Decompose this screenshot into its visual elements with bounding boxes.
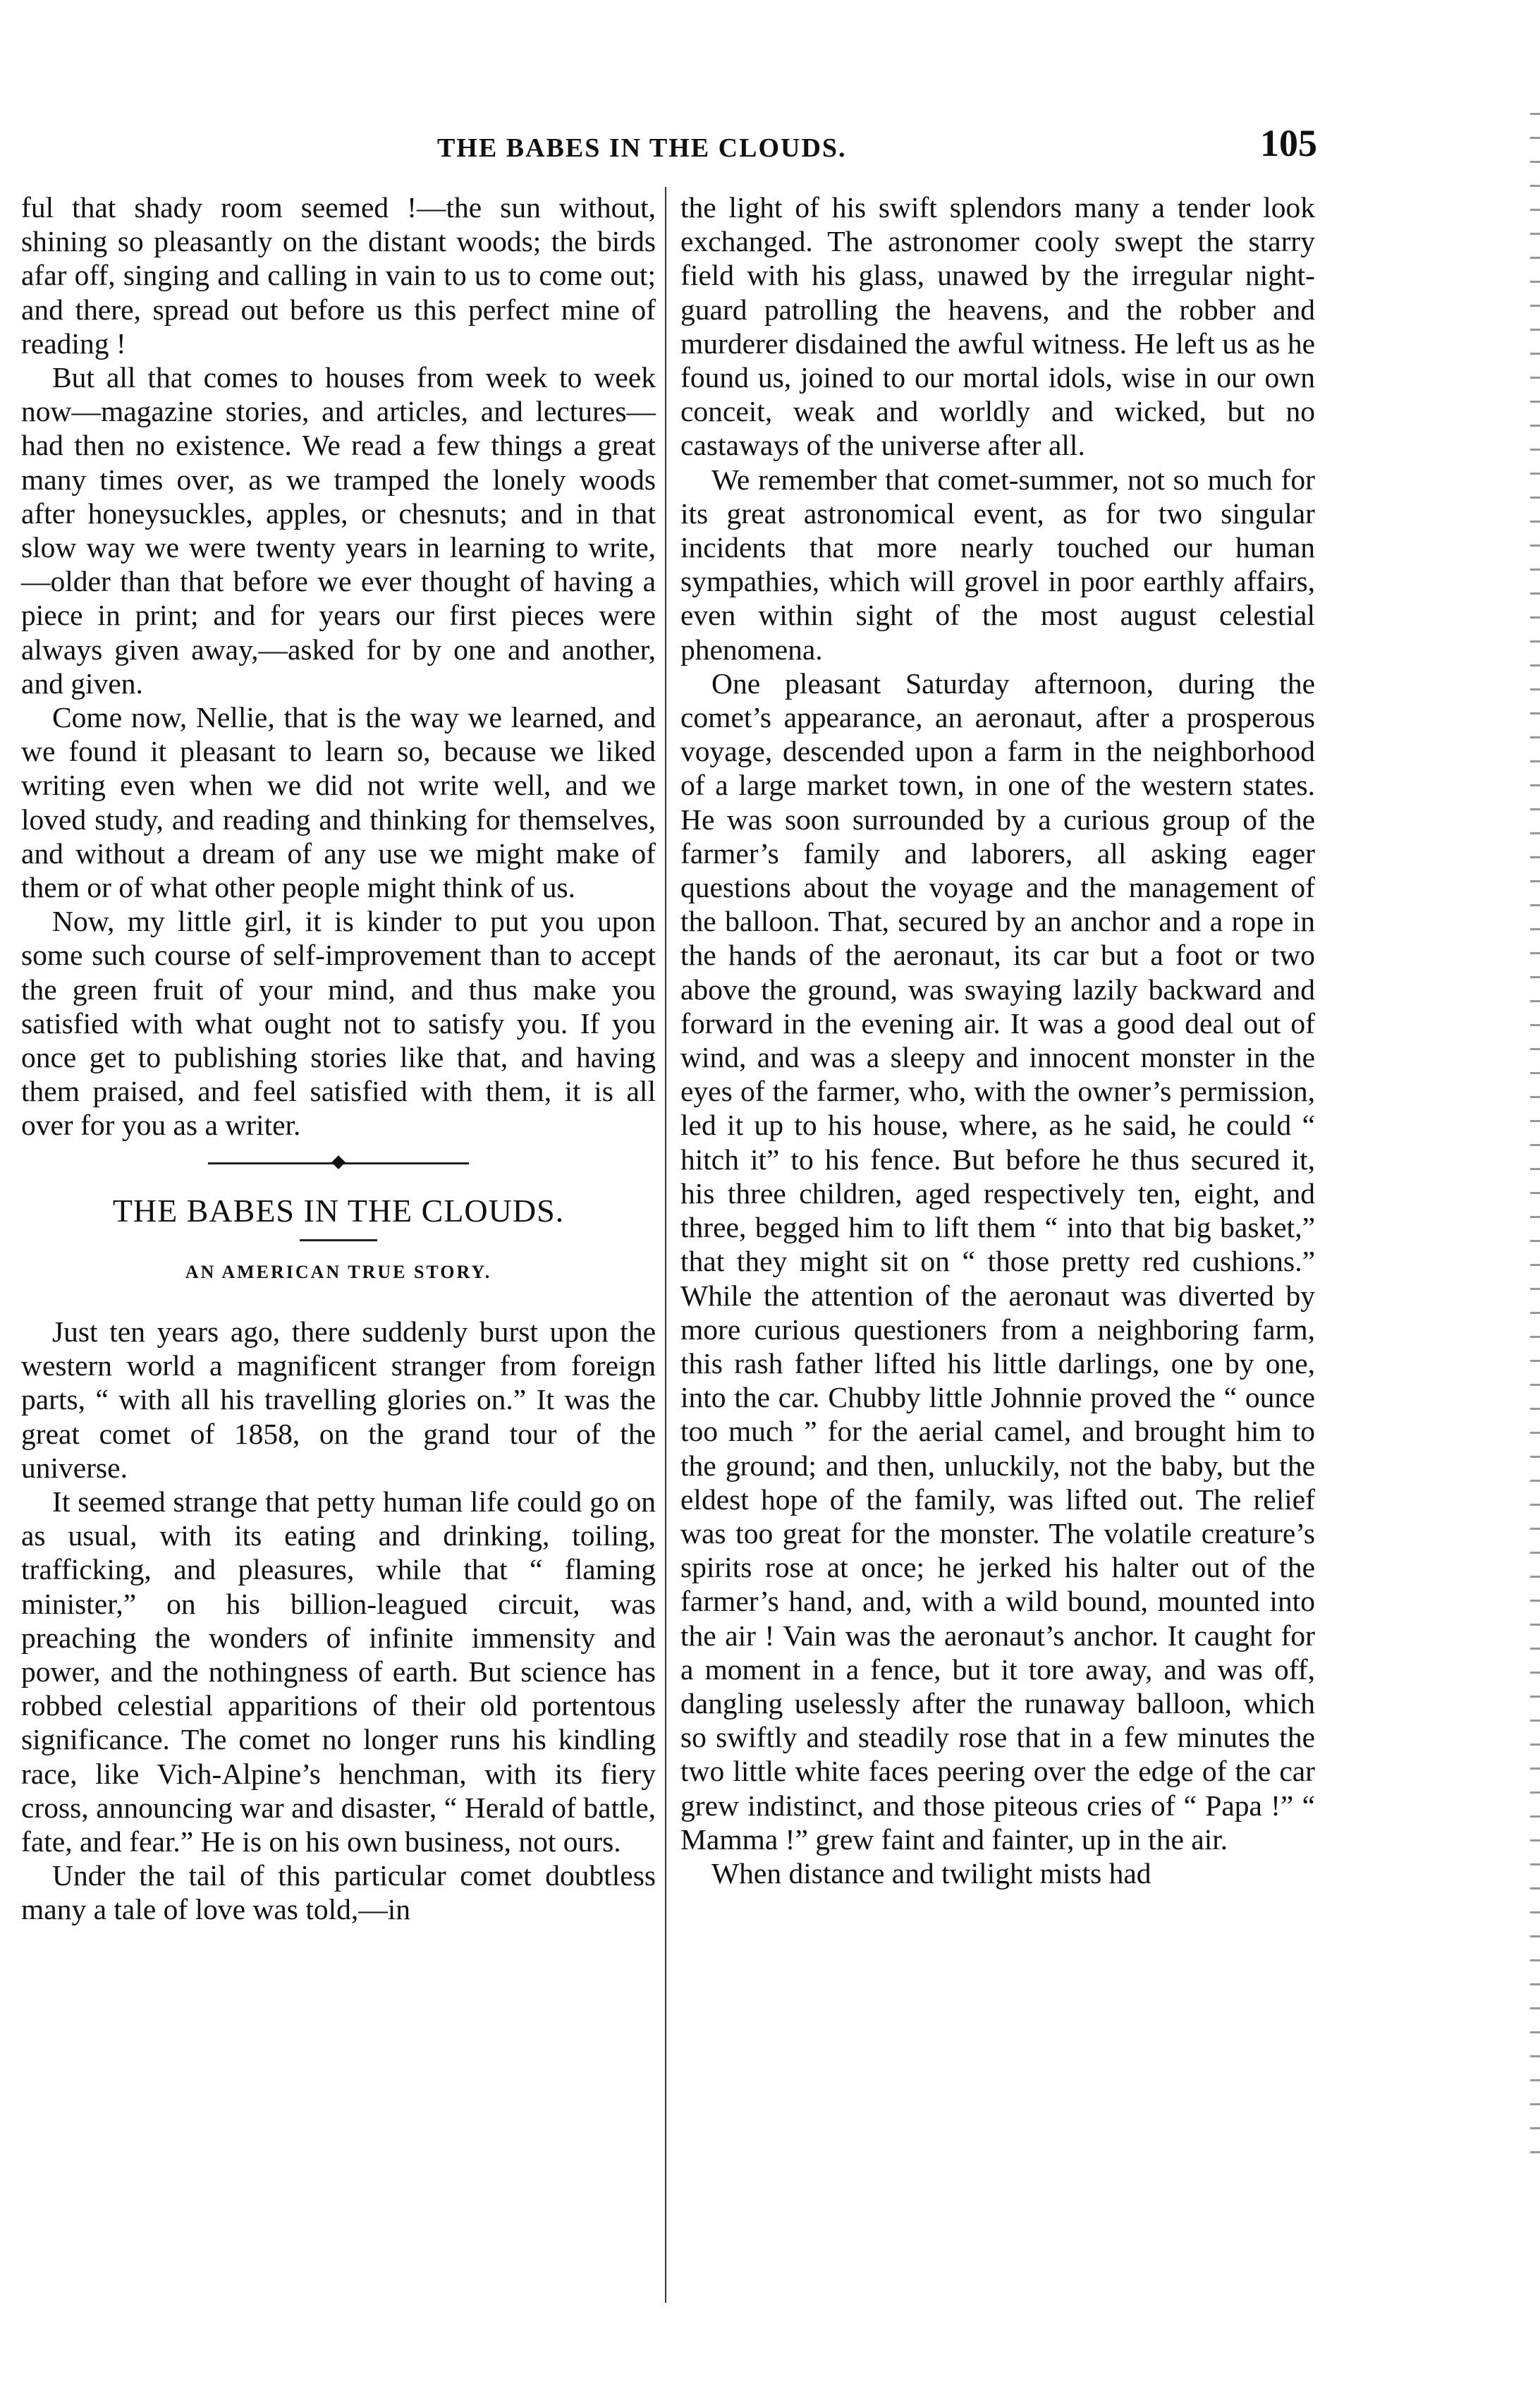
paragraph: the light of his swift splendors many a tender look exchanged. The astronomer cooly swept the starry field with his glass, unawed by the irregular night-guard patrolling the heavens, and the robber and murderer disdained the awful witness. He left us as he found us, joined to our mortal idols, wise in our own conceit, weak and worldly and wicked, but no castaways of the universe after all. [680,191,1315,462]
paragraph: Come now, Nellie, that is the way we learned, and we found it pleasant to learn so, because we liked writing even when we did not write well, and we loved study, and reading and thinking for themselves, and without a dream of any use we might make of them or of what other people might think of us. [21,701,656,904]
paragraph: One pleasant Saturday afternoon, during the comet’s appearance, an aeronaut, after a prosperous voyage, descended upon a farm in the neighborhood of a large market town, in one of the western states. He was soon surrounded by a curious group of the farmer’s family and laborers, all asking eager questions about the voyage and the management of the balloon. That, secured by an anchor and a rope in the hands of the aeronaut, its car but a foot or two above the ground, was swaying lazily backward and forward in the evening air. It was a good deal out of wind, and was a sleepy and innocent monster in the eyes of the farmer, who, with the owner’s permission, led it up to his house, where, as he said, he could “ hitch it” to his fence. But before he thus secured it, his three children, aged respectively ten, eight, and three, begged him to lift them “ into that big basket,” that they might sit on “ those pretty red cushions.” While the attention of the aeronaut was diverted by more curious questioners from a neighboring farm, this rash father lifted his little darlings, one by one, into the car. Chubby little Johnnie proved the “ ounce too much ” for the aerial camel, and brought him to the ground; and then, unluckily, not the baby, but the eldest hope of the family, was lifted out. The relief was too great for the monster. The volatile creature’s spirits rose at once; he jerked his halter out of the farmer’s hand, and, with a wild bound, mounted into the air ! Vain was the aeronaut’s anchor. It caught for a moment in a fence, but it tore away, and was off, dangling uselessly after the runaway balloon, which so swiftly and steadily rose that in a few minutes the two little white faces peering over the edge of the car grew indistinct, and those piteous cries of “ Papa !” “ Mamma !” grew faint and fainter, up in the air. [680,667,1315,1856]
article-subtitle: AN AMERICAN TRUE STORY. [185,1261,492,1282]
paragraph: We remember that comet-summer, not so much for its great astronomical event, as for two singular incidents that more nearly touched our human sympathies, which will grovel in poor earthly affairs, even within sight of the most august celestial phenomena. [680,463,1315,666]
diamond-ornament [331,1155,346,1169]
running-header [21,122,1319,176]
left-column [21,190,656,1927]
paragraph: But all that comes to houses from week to week now—magazine stories, and articles, and lectures—had then no existence. We read a few things a great many times over, as we tramped the lonely woods after honeysuckles, apples, or chesnuts; and in that slow way we were twenty years in learning to write,—older than that before we ever thought of having a piece in print; and for years our first pieces were always given away,—asked for by one and another, and given. [21,361,656,700]
paragraph: When distance and twilight mists had [711,1856,1151,1889]
paragraph: ful that shady room seemed !—the sun without, shining so pleasantly on the distant woods; the birds afar off, singing and calling in vain to us to come out; and there, spread out before us this perfect mine of reading ! [21,191,656,360]
page-edge-marks [1530,113,1540,2158]
article-heading [21,1191,656,1289]
title-rule [300,1239,377,1241]
paragraph: Under the tail of this particular comet doubtless many a tale of love was told,—in [21,1859,656,1926]
paragraph: Just ten years ago, there suddenly burst upon the western world a magnificent stranger from foreign parts, “ with all his travelling glories on.” It was the great comet of 1858, on the grand tour of the universe. [21,1315,656,1484]
article-title: THE BABES IN THE CLOUDS. [112,1192,565,1229]
column-divider [665,187,666,2303]
paragraph: Now, my little girl, it is kinder to put you upon some such course of self-improvement than to accept the green fruit of your mind, and thus make you satisfied with what ought not to satisfy you. If you once get to publishing stories like that, and having them praised, and feel satisfied with them, it is all over for you as a writer. [21,905,656,1142]
paragraph: It seemed strange that petty human life could go on as usual, with its eating and drinking, toiling, trafficking, and pleasures, while that “ flaming minister,” on his billion-leagued circuit, was preaching the wonders of infinite immensity and power, and the nothingness of earth. But science has robbed celestial apparitions of their old portentous significance. The comet no longer runs his kindling race, like Vich-Alpine’s henchman, with its fiery cross, announcing war and disaster, “ Herald of battle, fate, and fear.” He is on his own business, not ours. [21,1485,656,1858]
running-title: THE BABES IN THE CLOUDS. [437,133,847,163]
right-column [680,190,1315,1890]
page-number: 105 [1260,122,1317,164]
section-divider [208,1162,469,1164]
